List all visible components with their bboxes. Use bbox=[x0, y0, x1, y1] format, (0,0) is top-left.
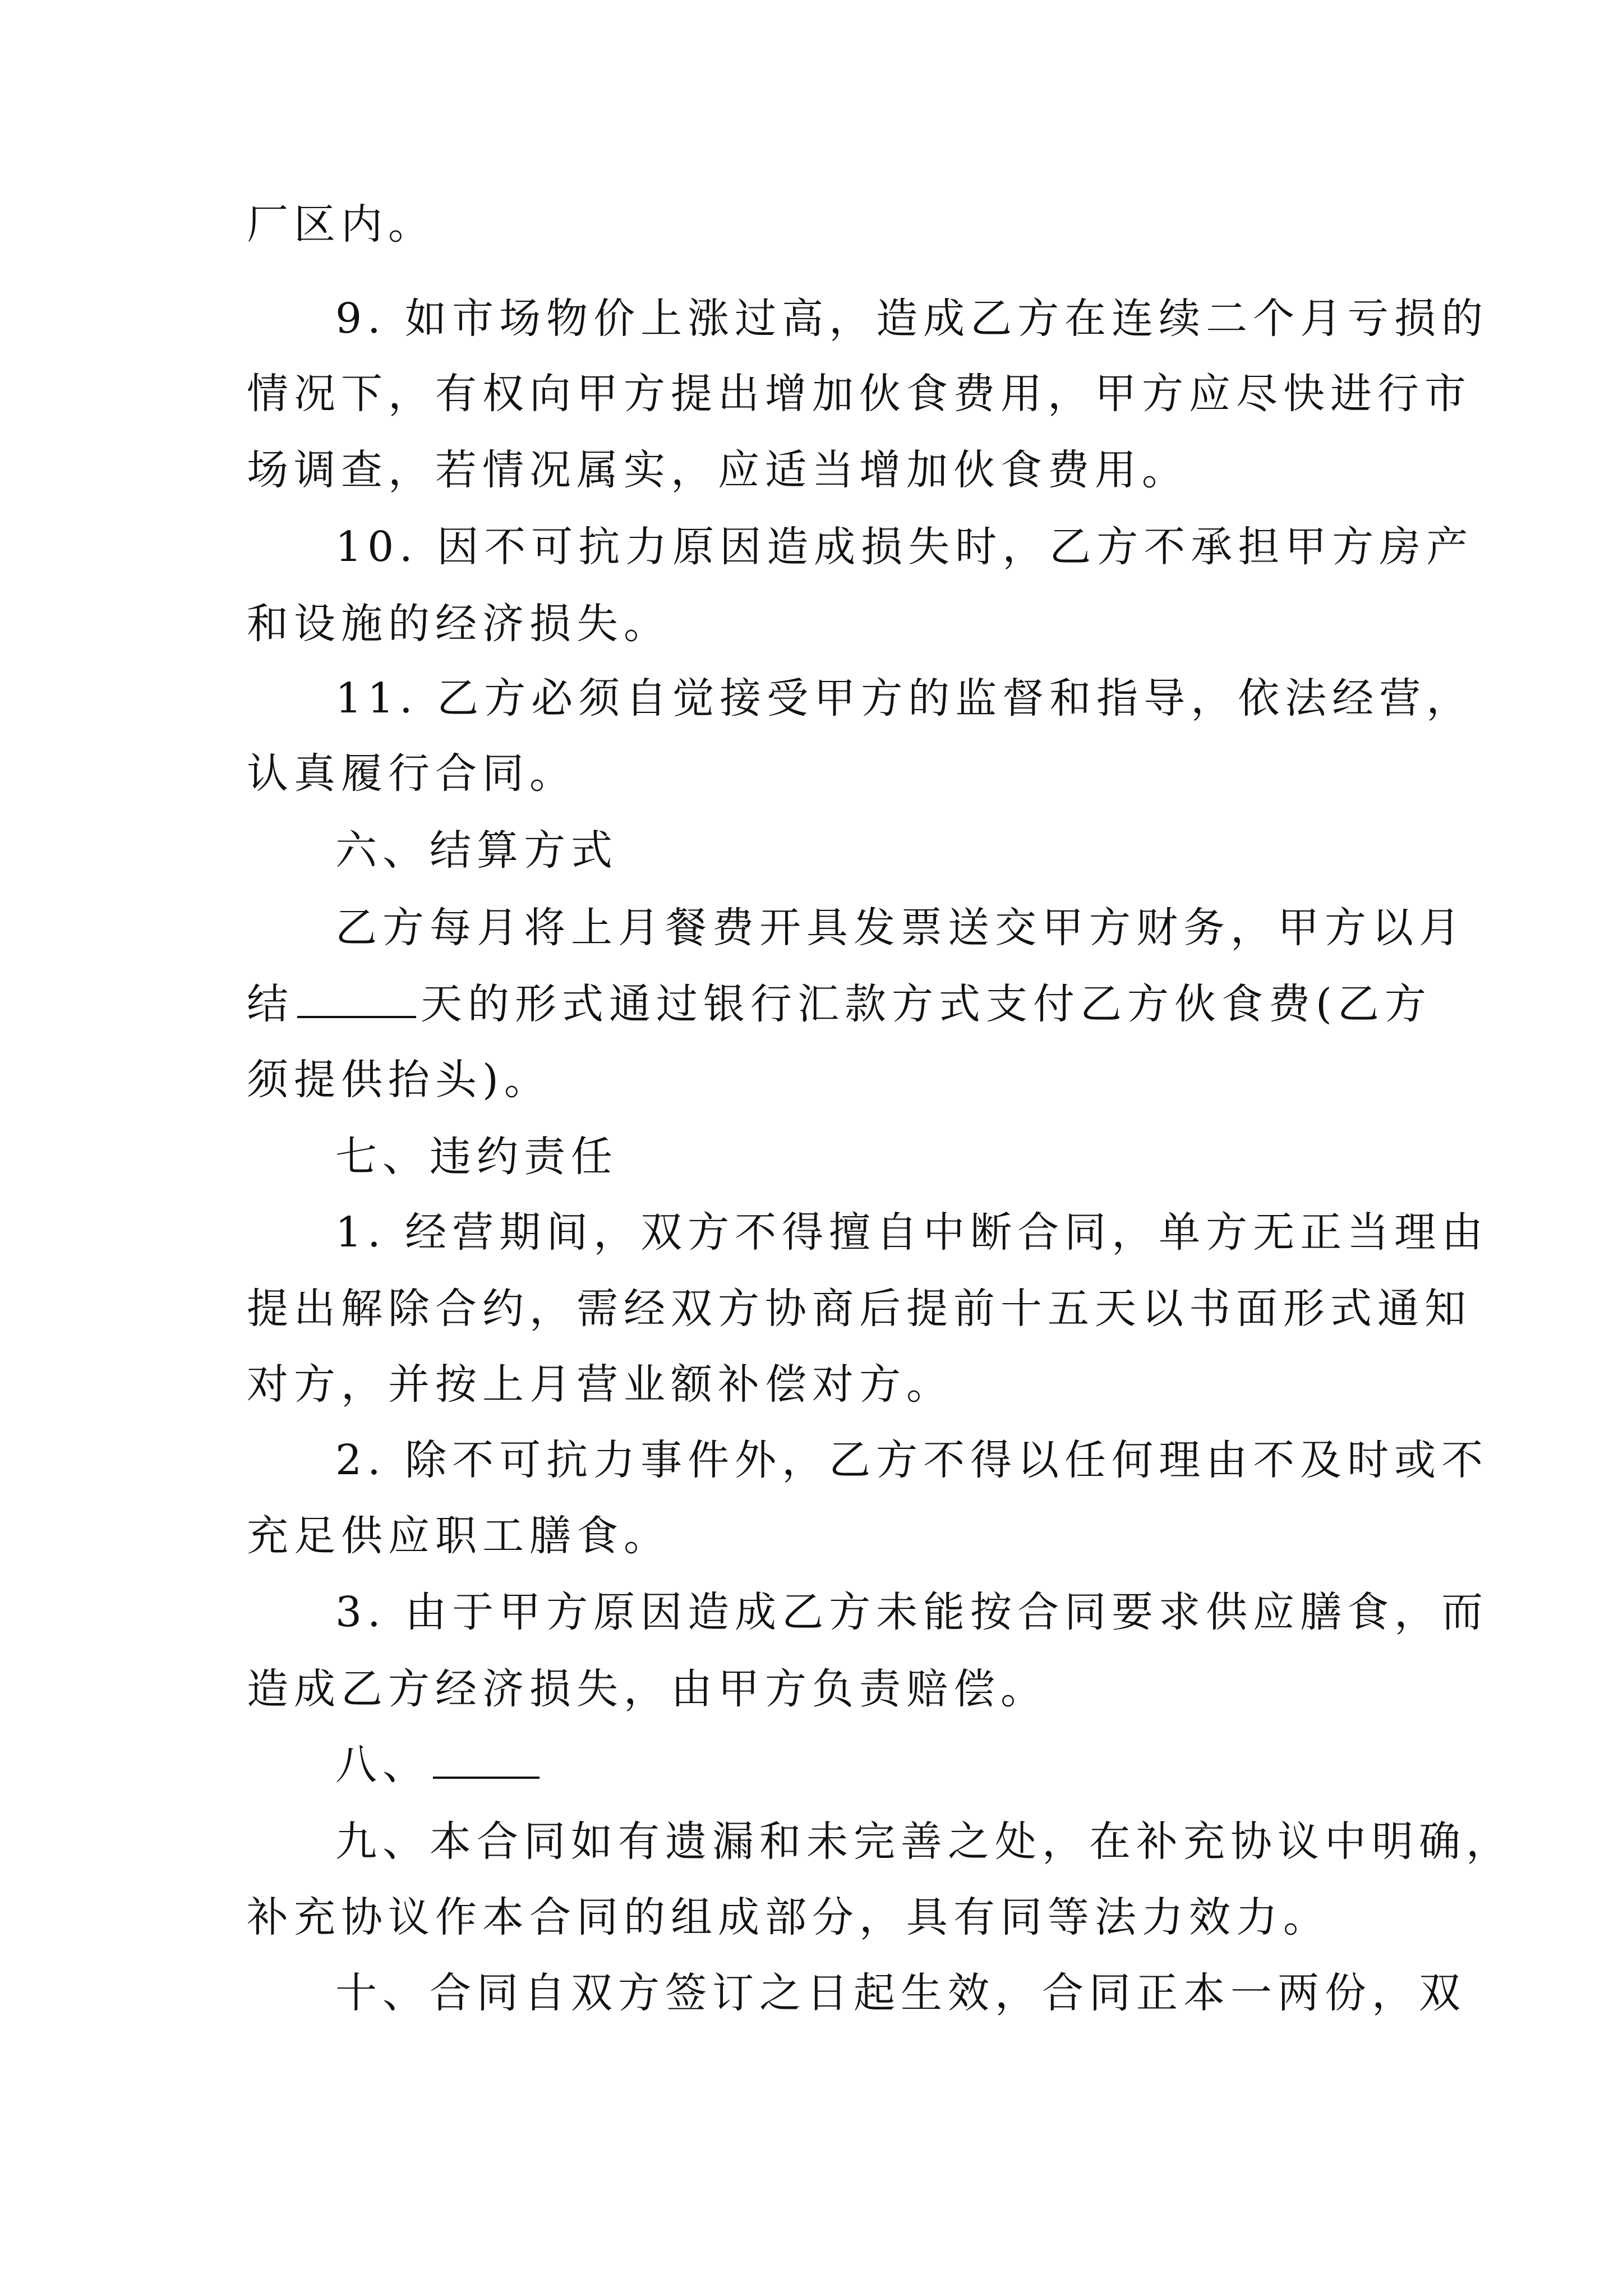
text-line-18: 充足供应职工膳食。 bbox=[247, 1512, 671, 1560]
text-line-22: 九、本合同如有遗漏和未完善之处，在补充协议中明确， bbox=[335, 1818, 1513, 1866]
text-line-15: 提出解除合约，需经双方协商后提前十五天以书面形式通知 bbox=[247, 1285, 1472, 1333]
text-line-17: 2. 除不可抗力事件外，乙方不得以任何理由不及时或不 bbox=[335, 1436, 1489, 1484]
text-line-3: 情况下，有权向甲方提出增加伙食费用，甲方应尽快进行市 bbox=[247, 370, 1472, 418]
blank-underline-days bbox=[297, 983, 416, 1018]
text-line-1: 厂区内。 bbox=[247, 200, 435, 249]
text-line-7: 11. 乙方必须自觉接受甲方的监督和指导，依法经营， bbox=[335, 674, 1474, 723]
text-line-23: 补充协议作本合同的组成部分，具有同等法力效力。 bbox=[247, 1893, 1330, 1941]
section-seven-heading: 七、违约责任 bbox=[335, 1133, 618, 1181]
text-line-11-prefix: 结 bbox=[247, 980, 294, 1028]
section-eight-heading bbox=[335, 1731, 1402, 1798]
text-line-11-suffix: 天的形式通过银行汇款方式支付乙方伙食费(乙方 bbox=[421, 980, 1432, 1028]
section-six-heading: 六、结算方式 bbox=[335, 826, 618, 875]
text-line-10: 乙方每月将上月餐费开具发票送交甲方财务，甲方以月 bbox=[335, 904, 1466, 952]
text-line-24: 十、合同自双方签订之日起生效，合同正本一两份，双 bbox=[335, 1969, 1466, 2017]
text-line-4: 场调查，若情况属实，应适当增加伙食费用。 bbox=[247, 446, 1189, 494]
text-line-8: 认真履行合同。 bbox=[247, 749, 577, 798]
text-line-12: 须提供抬头)。 bbox=[247, 1056, 551, 1104]
text-line-5: 10. 因不可抗力原因造成损失时，乙方不承担甲方房产 bbox=[335, 523, 1474, 571]
text-line-20: 造成乙方经济损失，由甲方负责赔偿。 bbox=[247, 1665, 1048, 1713]
text-line-14: 1. 经营期间，双方不得擅自中断合同，单方无正当理由 bbox=[335, 1208, 1489, 1257]
text-line-6: 和设施的经济损失。 bbox=[247, 600, 671, 648]
text-line-2: 9. 如市场物价上涨过高，造成乙方在连续二个月亏损的 bbox=[335, 295, 1489, 343]
text-line-11 bbox=[247, 970, 1432, 1038]
text-line-16: 对方，并按上月营业额补偿对方。 bbox=[247, 1360, 953, 1409]
text-line-19: 3. 由于甲方原因造成乙方未能按合同要求供应膳食，而 bbox=[335, 1588, 1489, 1636]
blank-underline-section-eight bbox=[433, 1744, 540, 1779]
section-eight-label: 八、 bbox=[335, 1741, 430, 1789]
